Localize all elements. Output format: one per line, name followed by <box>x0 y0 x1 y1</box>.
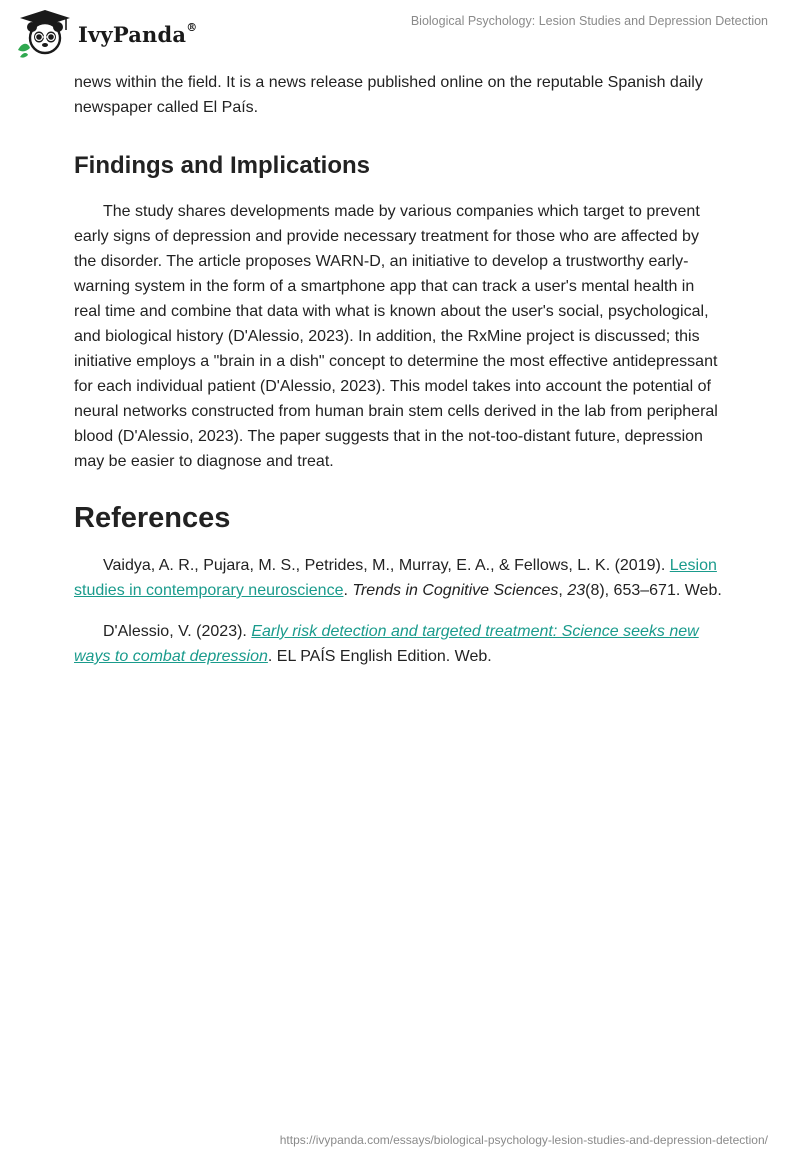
brand-name: IvyPanda® <box>78 20 198 47</box>
journal-volume: 23 <box>567 582 586 599</box>
ivypanda-logo[interactable] <box>14 8 197 58</box>
reference-authors: D'Alessio, V. (2023). <box>103 623 247 640</box>
reference-authors: Vaidya, A. R., Pujara, M. S., Petrides, M., Murray, E. A., & Fellows, L. K. (2019). <box>103 557 666 574</box>
reference-link[interactable]: Lesion studies in contemporary neuroscience <box>74 557 717 599</box>
reference-entry: Vaidya, A. R., Pujara, M. S., Petrides, M., Murray, E. A., & Fellows, L. K. (2019). Lesion studies in contemporary neuroscience. Trends in Cognitive Sciences, 23(8), 653–671. Web. <box>74 557 722 599</box>
page-header <box>0 0 800 62</box>
panda-graduate-icon <box>14 8 76 58</box>
journal-name: Trends in Cognitive Sciences <box>352 582 559 599</box>
essay-content <box>74 70 724 669</box>
reference-tail: . EL PAÍS English Edition. Web. <box>267 648 492 665</box>
source-url[interactable]: https://ivypanda.com/essays/biological-psychology-lesion-studies-and-depression-detection/ <box>279 1133 768 1147</box>
intro-paragraph: news within the field. It is a news release published online on the reputable Spanish daily newspaper called El País. <box>74 74 703 116</box>
registered-mark: ® <box>186 20 198 34</box>
document-title: Biological Psychology: Lesion Studies and Depression Detection <box>410 14 768 28</box>
reference-link[interactable]: Early risk detection and targeted treatment: Science seeks new ways to combat depression <box>74 623 699 665</box>
references-heading: References <box>74 502 231 534</box>
reference-tail: (8), 653–671. Web. <box>585 582 722 599</box>
reference-entry <box>74 619 724 669</box>
findings-heading: Findings and Implications <box>74 152 371 179</box>
findings-paragraph: The study shares developments made by various companies which target to prevent early signs of depression and provide necessary treatment for those who are affected by the disorder. The article proposes WARN-D, an initiative to develop a trustworthy early-warning system in the form of a smartphone app that can track a user's mental health in real time and combine that data with what is known about the user's social, psychological, and biological history (D'Alessio, 2023). In addition, the RxMine project is discussed; this initiative employs a "brain in a dish" concept to determine the most effective antidepressant for each individual patient (D'Alessio, 2023). This model takes into account the potential of neural networks constructed from human brain stem cells derived in the lab from peripheral blood (D'Alessio, 2023). The paper suggests that in the not-too-distant future, depression may be easier to diagnose and treat. <box>74 203 718 470</box>
